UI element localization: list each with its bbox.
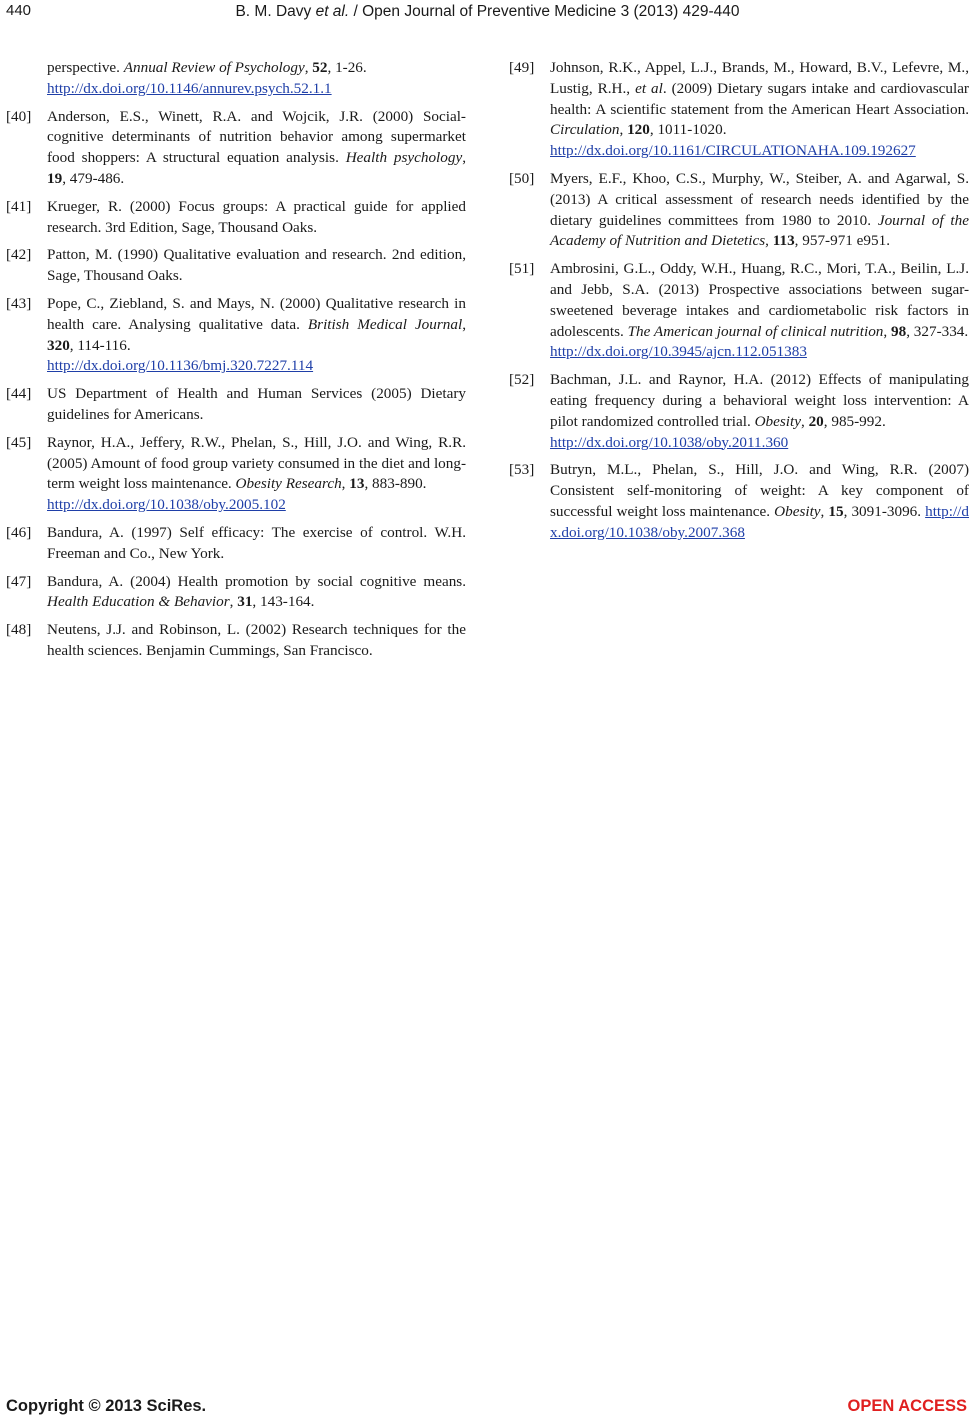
reference-48	[6, 620, 466, 662]
volume: 52	[312, 59, 328, 76]
reference-number: [49]	[509, 59, 535, 76]
reference-body: Bandura, A. (1997) Self efficacy: The exercise of control. W.H. Freeman and Co., New York.	[47, 523, 466, 562]
doi-link[interactable]: http://dx.doi.org/10.1038/oby.2007.368	[550, 502, 969, 541]
running-head-journal: / Open Journal of Preventive Medicine 3 (2013) 429-440	[349, 3, 740, 20]
volume: 20	[808, 412, 824, 430]
journal-name: Health psychology	[345, 149, 463, 167]
reference-number: [42]	[6, 246, 32, 264]
reference-41	[6, 197, 466, 239]
reference-number: [43]	[6, 294, 32, 312]
reference-body: Johnson, R.K., Appel, L.J., Brands, M., Howard, B.V., Lefevre, M., Lustig, R.H., et al. (2009) Dietary sugars intake and cardiovascular health: A scientific statement from the American Heart Association. Circulation, 120, 1011-1020. http://dx.doi.org/10.1161/CIRCULATIONAHA.109.192627	[550, 59, 969, 160]
reference-number: [46]	[6, 523, 32, 541]
journal-name: The American journal of clinical nutrition	[627, 322, 884, 340]
reference-body: Bachman, J.L. and Raynor, H.A. (2012) Effects of manipulating eating frequency during a behavioral weight loss intervention: A pilot randomized controlled trial. Obesity, 20, 985-992. http://dx.doi.org/10.1038/oby.2011.360	[550, 371, 969, 451]
doi-link[interactable]: http://dx.doi.org/10.1161/CIRCULATIONAHA.109.192627	[550, 142, 916, 160]
reference-number: [44]	[6, 385, 32, 403]
page-number: 440	[6, 2, 32, 19]
reference-42	[6, 245, 466, 287]
reference-45	[6, 433, 466, 516]
volume: 13	[349, 475, 365, 493]
doi-link[interactable]: http://dx.doi.org/10.1038/oby.2011.360	[550, 433, 789, 451]
reference-number: [53]	[509, 461, 535, 479]
reference-39-continuation	[6, 58, 466, 100]
journal-name: Health Education & Behavior	[47, 593, 230, 611]
reference-47	[6, 572, 466, 614]
journal-name: Journal of the Academy of Nutrition and Dietetics	[550, 211, 969, 250]
reference-number: [48]	[6, 621, 32, 639]
running-head	[0, 3, 975, 21]
copyright-footer: Copyright © 2013 SciRes.	[6, 1397, 207, 1415]
reference-body: US Department of Health and Human Services (2005) Dietary guidelines for Americans.	[47, 385, 466, 423]
reference-number: [47]	[6, 572, 32, 590]
volume: 98	[891, 322, 907, 340]
references-left-column	[6, 58, 466, 669]
journal-name: Obesity Research	[235, 475, 342, 493]
reference-body: Anderson, E.S., Winett, R.A. and Wojcik, J.R. (2000) Social-cognitive determinants of nutrition behavior among supermarket food shoppers: A structural equation analysis. Health psychology, 19, 479-486.	[47, 107, 466, 187]
reference-number: [41]	[6, 197, 32, 215]
reference-46	[6, 523, 466, 565]
reference-40	[6, 107, 466, 190]
doi-link[interactable]: http://dx.doi.org/10.1146/annurev.psych.52.1.1	[47, 79, 332, 97]
journal-name: British Medical Journal	[307, 315, 463, 333]
reference-body: Bandura, A. (2004) Health promotion by social cognitive means. Health Education & Behavior, 31, 143-164.	[47, 572, 466, 611]
reference-body: Neutens, J.J. and Robinson, L. (2002) Research techniques for the health sciences. Benjamin Cummings, San Francisco.	[47, 621, 466, 659]
reference-number: [51]	[509, 260, 535, 278]
references-right-column	[509, 58, 969, 551]
et-al: et al	[635, 79, 663, 97]
reference-body: Pope, C., Ziebland, S. and Mays, N. (2000) Qualitative research in health care. Analysing qualitative data. British Medical Journal, 320, 114-116. http://dx.doi.org/10.1136/bmj.320.7227.114	[47, 294, 466, 375]
reference-52	[509, 370, 969, 453]
volume: 320	[47, 336, 70, 354]
volume: 113	[772, 232, 795, 250]
reference-49	[509, 58, 969, 162]
journal-name: Annual Review of Psychology	[123, 59, 305, 76]
reference-number: [50]	[509, 169, 535, 187]
reference-number: [40]	[6, 107, 32, 125]
journal-name: Obesity	[774, 502, 821, 520]
doi-link[interactable]: http://dx.doi.org/10.1038/oby.2005.102	[47, 496, 286, 514]
reference-body: Raynor, H.A., Jeffery, R.W., Phelan, S., Hill, J.O. and Wing, R.R. (2005) Amount of food group variety consumed in the diet and long-term weight loss maintenance. Obesity Research, 13, 883-890. http://dx.doi.org/10.1038/oby.2005.102	[47, 433, 466, 514]
doi-link[interactable]: http://dx.doi.org/10.3945/ajcn.112.051383	[550, 343, 807, 361]
reference-number: [52]	[509, 371, 535, 389]
reference-body: Patton, M. (1990) Qualitative evaluation and research. 2nd edition, Sage, Thousand Oaks.	[47, 246, 466, 285]
open-access-label: OPEN ACCESS	[847, 1397, 967, 1415]
reference-44	[6, 384, 466, 426]
journal-name: Obesity	[754, 412, 801, 430]
running-head-et-al: et al.	[315, 3, 350, 20]
doi-link[interactable]: http://dx.doi.org/10.1136/bmj.320.7227.114	[47, 357, 314, 375]
reference-body: Krueger, R. (2000) Focus groups: A practical guide for applied research. 3rd Edition, Sage, Thousand Oaks.	[47, 197, 466, 236]
volume: 31	[237, 593, 253, 611]
reference-body: Myers, E.F., Khoo, C.S., Murphy, W., Steiber, A. and Agarwal, S. (2013) A critical assessment of research needs identified by the dietary guidelines committees from 1980 to 2010. Journal of the Academy of Nutrition and Dietetics, 113, 957-971 e951.	[550, 169, 969, 250]
reference-body: Ambrosini, G.L., Oddy, W.H., Huang, R.C., Mori, T.A., Beilin, L.J. and Jebb, S.A. (2013) Prospective associations between sugar-sweetened beverage intakes and cardiometabolic risk factors in adolescents. The American journal of clinical nutrition, 98, 327-334. http://dx.doi.org/10.3945/ajcn.112.051383	[550, 260, 969, 361]
reference-body: Butryn, M.L., Phelan, S., Hill, J.O. and Wing, R.R. (2007) Consistent self-monitoring of weight: A key component of successful weight loss maintenance. Obesity, 15, 3091-3096. http://dx.doi.org/10.1038/oby.2007.368	[550, 461, 969, 541]
reference-50	[509, 169, 969, 252]
reference-53	[509, 460, 969, 543]
reference-body: perspective. Annual Review of Psychology, 52, 1-26. http://dx.doi.org/10.1146/annurev.psych.52.1.1	[47, 59, 367, 97]
running-head-authors: B. M. Davy	[235, 3, 316, 20]
volume: 19	[47, 169, 63, 187]
reference-number: [45]	[6, 433, 32, 451]
reference-51	[509, 259, 969, 363]
volume: 120	[627, 121, 650, 139]
volume: 15	[828, 502, 844, 520]
journal-name: Circulation	[550, 121, 620, 139]
reference-43	[6, 294, 466, 377]
